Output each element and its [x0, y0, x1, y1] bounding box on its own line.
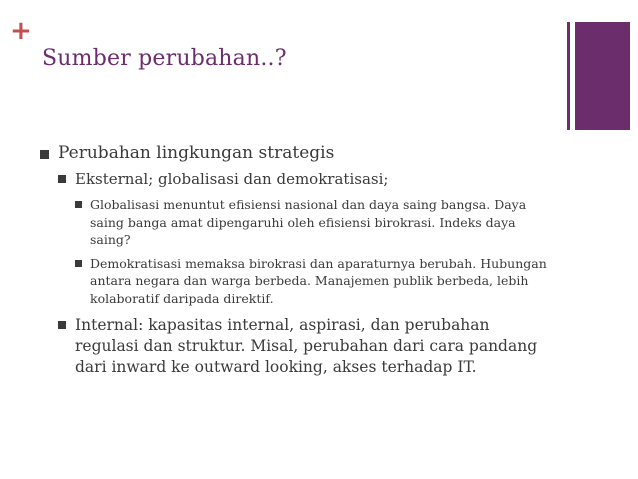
- slide-content: [38, 142, 568, 378]
- slide-title: Sumber perubahan..?: [42, 46, 287, 71]
- bullet-internal: [58, 315, 555, 378]
- bullet-level1: [38, 142, 568, 164]
- square-bullet-icon: [40, 150, 49, 159]
- square-bullet-icon: [75, 201, 82, 208]
- bullet-globalisasi: [75, 196, 555, 249]
- bullet-text: Internal: kapasitas internal, aspirasi, dan perubahan regulasi dan struktur. Misal, perubahan dari cara pandang dari inward ke outward looking, akses terhadap IT.: [75, 316, 538, 376]
- square-bullet-icon: [75, 260, 82, 267]
- bullet-text: Demokratisasi memaksa birokrasi dan aparaturnya berubah. Hubungan antara negara dan warga berbeda. Manajemen publik berbeda, lebih kolaboratif daripada direktif.: [90, 255, 547, 306]
- plus-icon: +: [10, 16, 32, 46]
- bullet-text: Eksternal; globalisasi dan demokratisasi;: [75, 170, 389, 188]
- bullet-text: Globalisasi menuntut efisiensi nasional dan daya saing bangsa. Daya saing banga amat dipengaruhi oleh efisiensi birokrasi. Indeks daya saing?: [90, 197, 527, 247]
- accent-bar-thick: [575, 22, 630, 130]
- square-bullet-icon: [58, 175, 66, 183]
- bullet-eksternal: [58, 169, 568, 190]
- accent-bar-thin: [567, 22, 570, 130]
- square-bullet-icon: [58, 321, 66, 329]
- bullet-text: Perubahan lingkungan strategis: [58, 143, 335, 163]
- bullet-demokratisasi: [75, 255, 555, 308]
